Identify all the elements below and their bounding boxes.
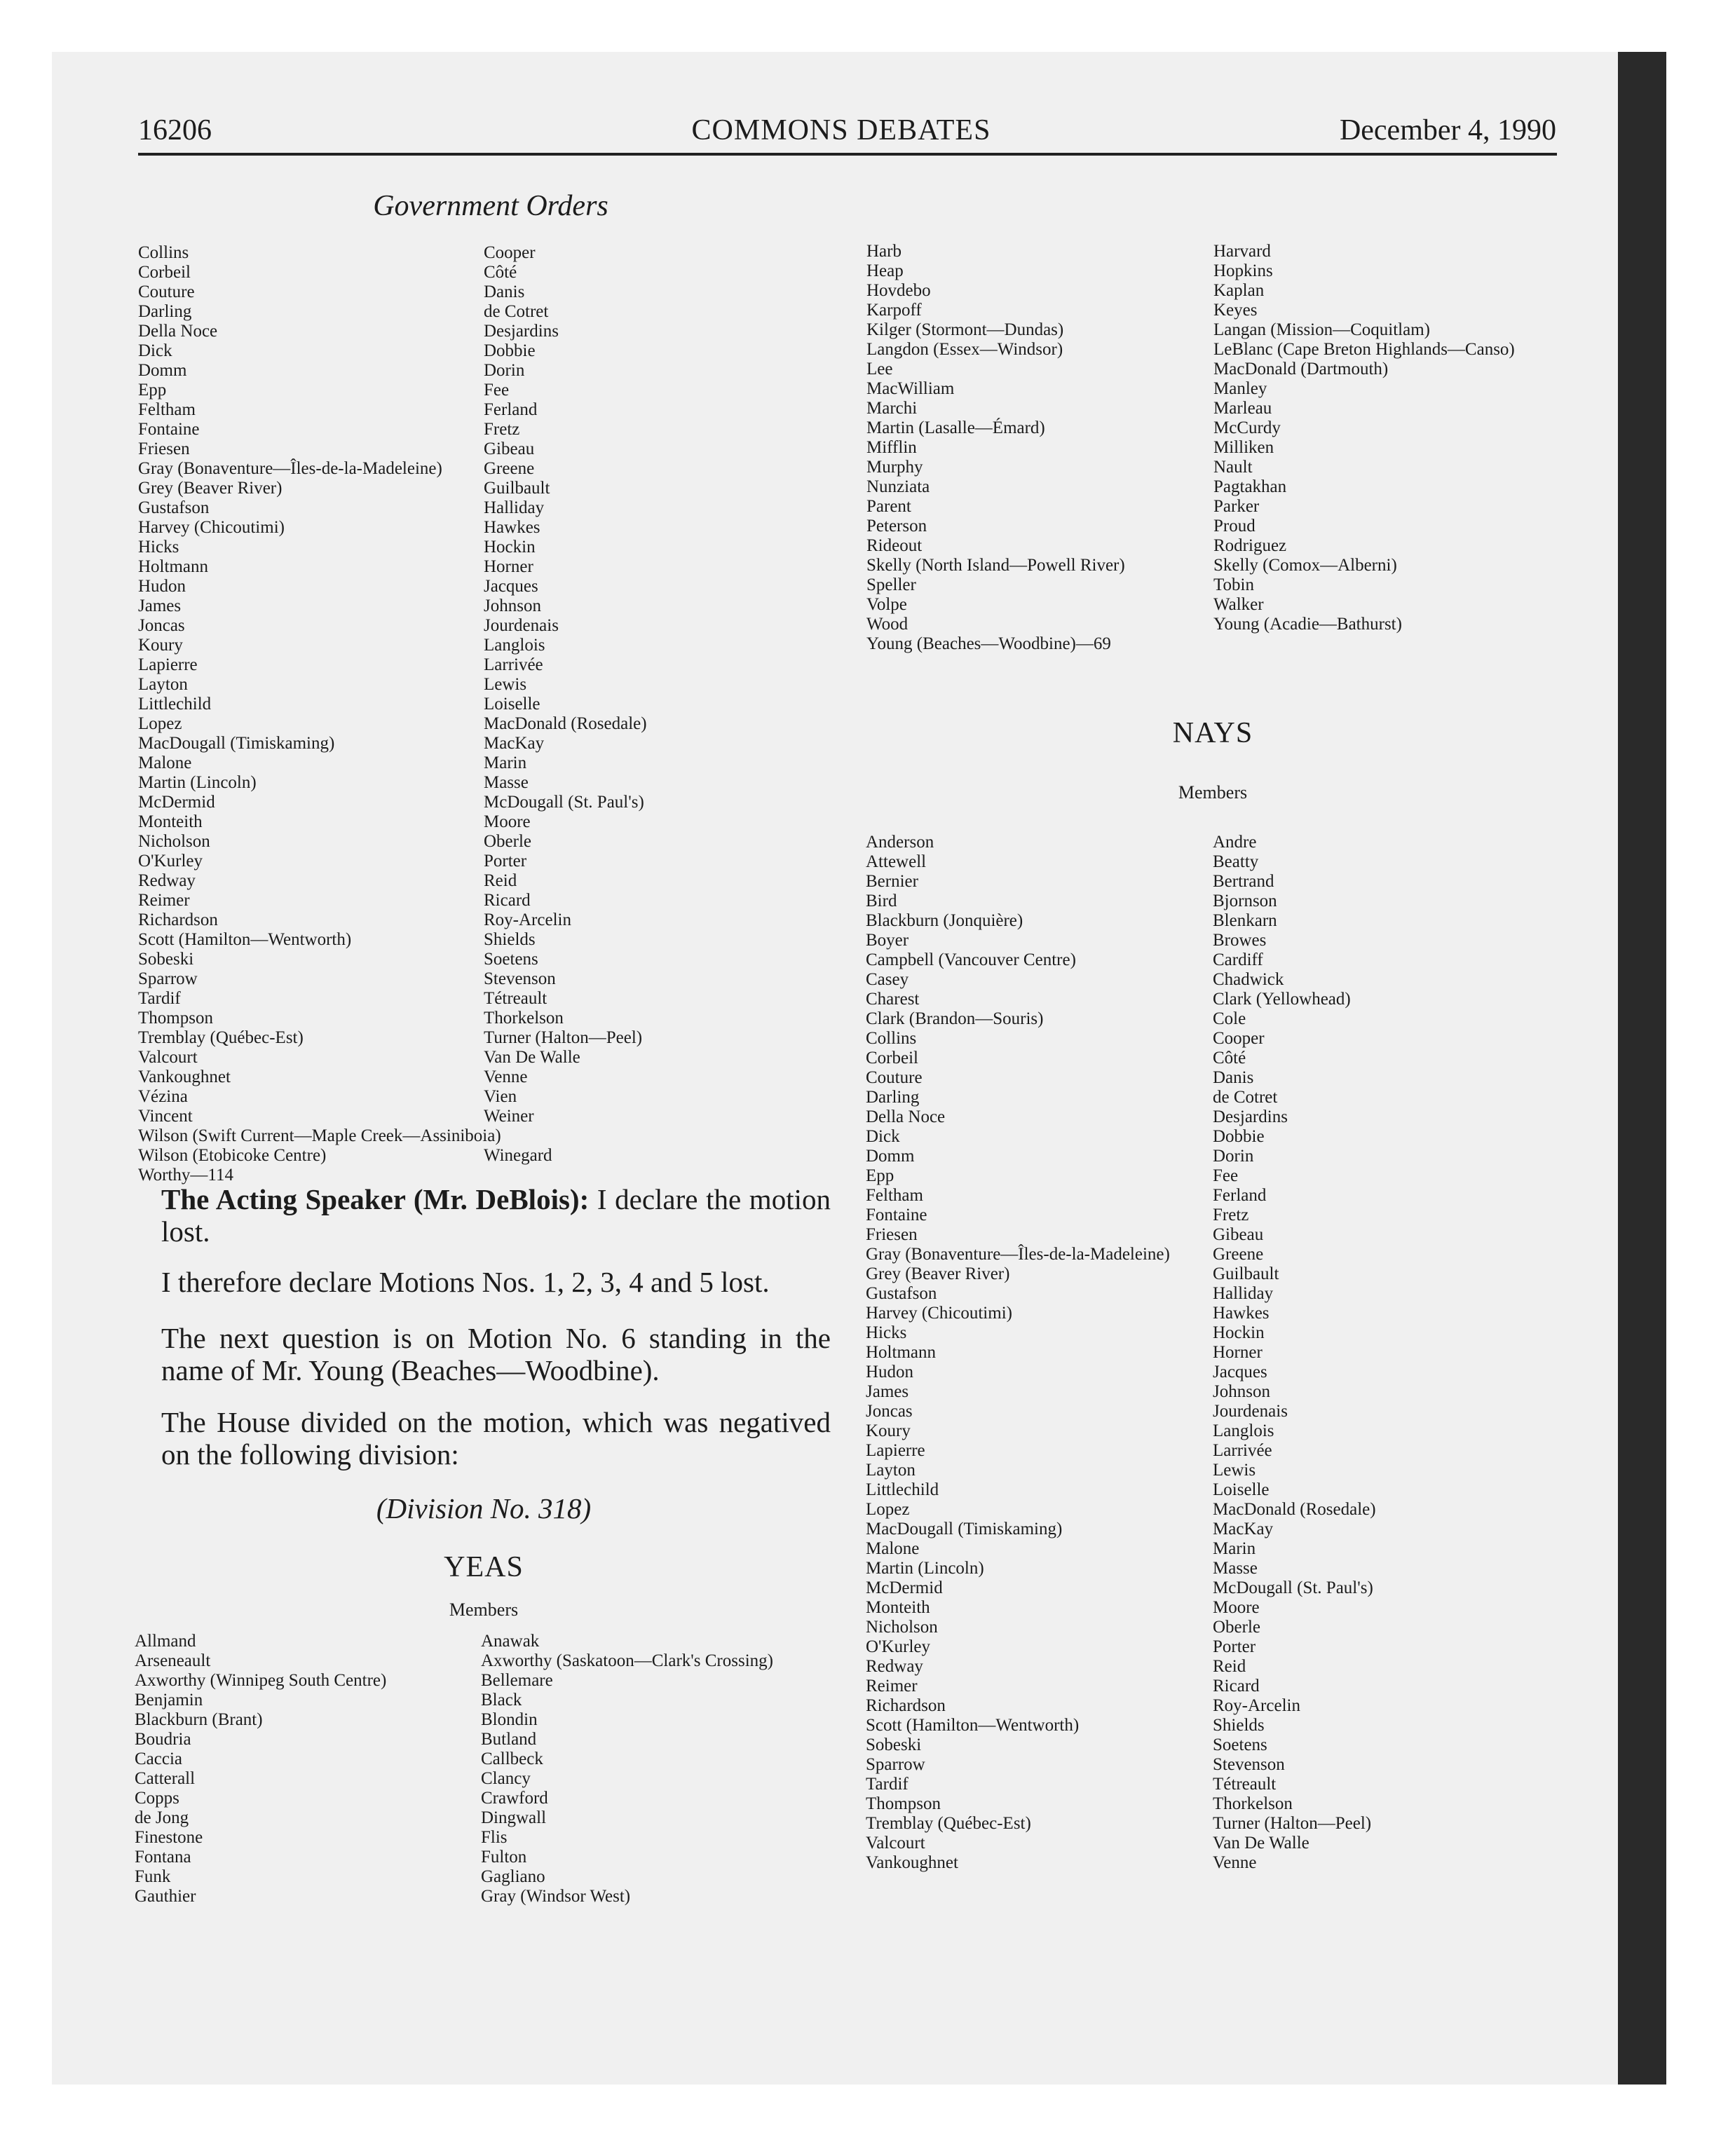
member-name: Hawkes — [1213, 1304, 1270, 1323]
member-name: Fretz — [484, 420, 520, 439]
member-name: Holtmann — [866, 1343, 936, 1362]
member-name: Domm — [138, 361, 187, 380]
member-name: Jacques — [484, 577, 538, 596]
member-name — [484, 1126, 647, 1146]
member-name: James — [138, 596, 182, 615]
member-name: Harb — [866, 242, 901, 261]
member-name: Thorkelson — [1213, 1794, 1293, 1813]
member-name: Cooper — [484, 243, 536, 262]
member-name: Harvard — [1213, 242, 1271, 261]
member-name: Sobeski — [866, 1735, 922, 1754]
member-name: Horner — [484, 557, 533, 576]
member-name: Della Noce — [866, 1107, 946, 1126]
member-name: Axworthy (Winnipeg South Centre) — [135, 1671, 387, 1690]
member-name: Milliken — [1213, 438, 1274, 457]
member-name: Feltham — [138, 400, 196, 419]
member-name: Cole — [1213, 1009, 1246, 1028]
member-name: Casey — [866, 970, 909, 989]
member-name: Kaplan — [1213, 281, 1265, 300]
nays-column-1 — [866, 833, 1170, 1873]
member-name: Anderson — [866, 833, 934, 852]
nays-heading: NAYS — [1172, 717, 1253, 749]
member-name: Cooper — [1213, 1029, 1265, 1048]
member-name: Greene — [484, 459, 535, 478]
member-name: Porter — [1213, 1637, 1256, 1656]
member-name: Sparrow — [866, 1755, 925, 1774]
member-name: Wood — [866, 615, 909, 634]
member-name: Bellemare — [481, 1671, 553, 1690]
yeas-column-4 — [1213, 242, 1515, 634]
member-name: Callbeck — [481, 1749, 543, 1768]
member-name: Mifflin — [866, 438, 917, 457]
member-name: Langlois — [1213, 1421, 1274, 1440]
member-name: Lopez — [138, 714, 182, 733]
publication-date: December 4, 1990 — [1339, 114, 1556, 146]
member-name: Jacques — [1213, 1363, 1267, 1381]
member-name: Gagliano — [481, 1867, 545, 1886]
member-name: Allmand — [135, 1632, 196, 1651]
member-name: Porter — [484, 852, 527, 871]
member-name: Hicks — [138, 538, 179, 557]
member-name: Monteith — [866, 1598, 930, 1617]
member-name: Funk — [135, 1867, 171, 1886]
member-name: Young (Beaches—Woodbine)—69 — [866, 634, 1111, 653]
member-name: Hopkins — [1213, 261, 1273, 280]
member-name: Littlechild — [866, 1480, 939, 1499]
speaker-ruling: I declare the motion lost. — [161, 1183, 831, 1248]
member-name: Martin (Lincoln) — [138, 773, 257, 792]
next-question-paragraph — [161, 1322, 831, 1386]
member-name: Lewis — [1213, 1461, 1256, 1480]
member-name: Browes — [1213, 931, 1267, 950]
member-name: Couture — [866, 1068, 923, 1087]
member-name: Ferland — [484, 400, 538, 419]
member-name: Gray (Bonaventure—Îles-de-la-Madeleine) — [138, 459, 442, 478]
member-name: Clark (Yellowhead) — [1213, 990, 1351, 1009]
member-name: Danis — [1213, 1068, 1254, 1087]
member-name: Clark (Brandon—Souris) — [866, 1009, 1044, 1028]
member-name: Chadwick — [1213, 970, 1284, 989]
member-name: Walker — [1213, 595, 1264, 614]
member-name: Butland — [481, 1730, 537, 1749]
member-name: Heap — [866, 261, 904, 280]
member-name: Côté — [1213, 1049, 1246, 1067]
member-name: Parent — [866, 497, 911, 516]
yeas-column-1 — [135, 1632, 386, 1906]
member-name: de Jong — [135, 1808, 189, 1827]
member-name: O'Kurley — [866, 1637, 930, 1656]
member-name: de Cotret — [484, 302, 549, 321]
member-name: O'Kurley — [138, 852, 203, 871]
member-name: Corbeil — [138, 263, 191, 282]
scan-edge — [1618, 52, 1666, 2085]
member-name: Manley — [1213, 379, 1267, 398]
member-name: Soetens — [484, 950, 538, 969]
motions-lost-paragraph — [161, 1266, 831, 1298]
member-name: Tremblay (Québec-Est) — [866, 1814, 1031, 1833]
member-name: Grey (Beaver River) — [866, 1264, 1010, 1283]
member-name: MacDonald (Rosedale) — [1213, 1500, 1376, 1519]
member-name: Dick — [866, 1127, 900, 1146]
member-name: Fee — [484, 381, 510, 400]
member-name: Vien — [484, 1087, 517, 1106]
member-name: Anawak — [481, 1632, 540, 1651]
member-name: Tétreault — [1213, 1775, 1277, 1794]
member-name: Finestone — [135, 1828, 203, 1847]
member-name: Marin — [484, 753, 527, 772]
member-name: Venne — [484, 1067, 528, 1086]
member-name: Gustafson — [138, 498, 210, 517]
member-name: MacDonald (Dartmouth) — [1213, 360, 1389, 378]
member-name: Epp — [138, 381, 167, 400]
member-name: Loiselle — [1213, 1480, 1270, 1499]
member-name: Joncas — [866, 1402, 913, 1421]
member-name: Malone — [138, 753, 192, 772]
member-name: Lapierre — [866, 1441, 925, 1460]
member-name: Fee — [1213, 1166, 1239, 1185]
member-name: Reid — [1213, 1657, 1246, 1676]
member-name: Sobeski — [138, 950, 194, 969]
member-name: Vézina — [138, 1087, 188, 1106]
header-rule — [138, 153, 1557, 156]
journal-title: COMMONS DEBATES — [691, 114, 991, 146]
member-name: Koury — [866, 1421, 911, 1440]
member-name: Johnson — [1213, 1382, 1270, 1401]
member-name: Tobin — [1213, 575, 1254, 594]
member-name: Corbeil — [866, 1049, 918, 1067]
member-name: Masse — [1213, 1559, 1258, 1578]
member-name: Arseneault — [135, 1651, 211, 1670]
member-name: Nault — [1213, 458, 1253, 477]
member-name: Loiselle — [484, 695, 540, 714]
member-name: James — [866, 1382, 909, 1401]
member-name: Attewell — [866, 852, 927, 871]
member-name: Ricard — [484, 891, 531, 910]
member-name: Blondin — [481, 1710, 538, 1729]
member-name: Fontaine — [866, 1206, 927, 1224]
member-name: MacWilliam — [866, 379, 955, 398]
member-name: Oberle — [484, 832, 532, 851]
member-name: Benjamin — [135, 1691, 203, 1710]
member-name: Richardson — [138, 910, 218, 929]
member-name: Dobbie — [484, 341, 536, 360]
member-name: McDermid — [138, 793, 215, 812]
member-name: Koury — [138, 636, 183, 655]
member-name: Boyer — [866, 931, 909, 950]
member-name: Tardif — [866, 1775, 909, 1794]
member-name: Thompson — [138, 1009, 213, 1028]
member-name: Wilson (Etobicoke Centre) — [138, 1146, 327, 1165]
member-name: Richardson — [866, 1696, 946, 1715]
member-name: McDougall (St. Paul's) — [484, 793, 644, 812]
member-name: Redway — [866, 1657, 923, 1676]
member-name: Nunziata — [866, 477, 930, 496]
member-name: Epp — [866, 1166, 894, 1185]
member-name: Feltham — [866, 1186, 923, 1205]
member-name: Winegard — [484, 1146, 552, 1165]
member-name: Black — [481, 1691, 522, 1710]
member-name: Andre — [1213, 833, 1257, 852]
member-name: Tardif — [138, 989, 181, 1008]
member-name: Thompson — [866, 1794, 941, 1813]
member-name: Joncas — [138, 616, 185, 635]
member-name: Gray (Bonaventure—Îles-de-la-Madeleine) — [866, 1245, 1170, 1264]
member-name: Skelly (North Island—Powell River) — [866, 556, 1125, 575]
member-name: Danis — [484, 282, 525, 301]
member-name: Harvey (Chicoutimi) — [866, 1304, 1012, 1323]
page-number: 16206 — [138, 114, 212, 146]
yeas-members-label: Members — [449, 1599, 519, 1620]
member-name: Copps — [135, 1789, 179, 1808]
member-name: Keyes — [1213, 301, 1258, 320]
next-question-text: The next question is on Motion No. 6 standing in the name of Mr. Young (Beaches—Woodbine). — [161, 1322, 831, 1386]
member-name: Masse — [484, 773, 529, 792]
member-name: Dorin — [1213, 1147, 1254, 1166]
member-name: Bird — [866, 892, 897, 910]
member-name: Flis — [481, 1828, 508, 1847]
member-name: Nicholson — [866, 1618, 938, 1637]
member-name: Proud — [1213, 517, 1256, 535]
member-name: Scott (Hamilton—Wentworth) — [866, 1716, 1080, 1735]
member-name: Lapierre — [138, 655, 198, 674]
member-name: Harvey (Chicoutimi) — [138, 518, 285, 537]
member-name: Littlechild — [138, 695, 212, 714]
member-name: Domm — [866, 1147, 915, 1166]
member-name: Peterson — [866, 517, 927, 535]
member-name: Blenkarn — [1213, 911, 1277, 930]
member-name: Langlois — [484, 636, 545, 655]
member-name: Blackburn (Brant) — [135, 1710, 263, 1729]
member-name: Shields — [1213, 1716, 1265, 1735]
member-name: McDougall (St. Paul's) — [1213, 1578, 1373, 1597]
member-name: Hudon — [866, 1363, 914, 1381]
member-name: Volpe — [866, 595, 907, 614]
member-name: Charest — [866, 990, 920, 1009]
member-name: Holtmann — [138, 557, 208, 576]
member-name: Collins — [138, 243, 189, 262]
member-name: Oberle — [1213, 1618, 1261, 1637]
member-name: Darling — [866, 1088, 920, 1107]
member-name: Martin (Lasalle—Émard) — [866, 418, 1045, 437]
nays-column-2 — [1213, 833, 1376, 1873]
member-name: Redway — [138, 871, 196, 890]
member-name: MacDonald (Rosedale) — [484, 714, 647, 733]
member-name: Rideout — [866, 536, 923, 555]
member-name: Vankoughnet — [138, 1067, 231, 1086]
member-name: Young (Acadie—Bathurst) — [1213, 615, 1402, 634]
member-name: Weiner — [484, 1107, 534, 1126]
member-name: Gibeau — [484, 439, 535, 458]
member-name: McDermid — [866, 1578, 943, 1597]
member-name: Fontaine — [138, 420, 200, 439]
member-name: Stevenson — [484, 969, 556, 988]
member-name: Lewis — [484, 675, 527, 694]
member-name: Halliday — [484, 498, 545, 517]
member-name: Larrivée — [1213, 1441, 1272, 1460]
member-name: Van De Walle — [484, 1048, 580, 1067]
member-name: Worthy—114 — [138, 1166, 233, 1185]
member-name: LeBlanc (Cape Breton Highlands—Canso) — [1213, 340, 1515, 359]
member-name: Bertrand — [1213, 872, 1274, 891]
member-name: Roy-Arcelin — [1213, 1696, 1300, 1715]
member-name: Reimer — [138, 891, 190, 910]
member-name: Van De Walle — [1213, 1834, 1309, 1853]
member-name: Halliday — [1213, 1284, 1274, 1303]
member-name: Guilbault — [1213, 1264, 1279, 1283]
member-name: Fulton — [481, 1848, 527, 1867]
member-name: Gibeau — [1213, 1225, 1264, 1244]
member-name: Guilbault — [484, 479, 550, 498]
member-name: MacKay — [484, 734, 545, 753]
member-name: Gray (Windsor West) — [481, 1887, 631, 1906]
member-name: Grey (Beaver River) — [138, 479, 283, 498]
member-name: Bernier — [866, 872, 918, 891]
member-name: Pagtakhan — [1213, 477, 1287, 496]
member-name: Thorkelson — [484, 1009, 564, 1028]
section-heading: Government Orders — [373, 190, 608, 222]
house-divided-paragraph — [161, 1406, 831, 1471]
member-name: Skelly (Comox—Alberni) — [1213, 556, 1397, 575]
member-name: Crawford — [481, 1789, 548, 1808]
member-name: Bjornson — [1213, 892, 1277, 910]
member-name: Tétreault — [484, 989, 547, 1008]
member-name: MacKay — [1213, 1520, 1274, 1538]
member-name: Desjardins — [1213, 1107, 1288, 1126]
speaker-name: The Acting Speaker (Mr. DeBlois): — [161, 1183, 590, 1215]
member-name: Blackburn (Jonquière) — [866, 911, 1023, 930]
member-name: Reid — [484, 871, 517, 890]
motions-lost-text: I therefore declare Motions Nos. 1, 2, 3, 4 and 5 lost. — [161, 1266, 770, 1298]
member-name: Langdon (Essex—Windsor) — [866, 340, 1063, 359]
member-name: Jourdenais — [484, 616, 559, 635]
member-name: Vankoughnet — [866, 1853, 958, 1872]
member-name: Hovdebo — [866, 281, 931, 300]
member-name: Marin — [1213, 1539, 1256, 1558]
member-name: Nicholson — [138, 832, 210, 851]
member-name: Moore — [1213, 1598, 1260, 1617]
yeas-heading: YEAS — [444, 1551, 524, 1583]
member-name: MacDougall (Timiskaming) — [866, 1520, 1063, 1538]
member-name: Catterall — [135, 1769, 196, 1788]
first-list-column-1 — [138, 243, 501, 1185]
house-divided-text: The House divided on the motion, which was negatived on the following division: — [161, 1406, 831, 1471]
member-name: Beatty — [1213, 852, 1259, 871]
member-name: Stevenson — [1213, 1755, 1285, 1774]
member-name: Ricard — [1213, 1677, 1260, 1696]
member-name: Parker — [1213, 497, 1260, 516]
speaker-statement — [161, 1183, 831, 1248]
member-name: Vincent — [138, 1107, 193, 1126]
member-name: Horner — [1213, 1343, 1263, 1362]
member-name: Jourdenais — [1213, 1402, 1288, 1421]
member-name: Marchi — [866, 399, 918, 418]
member-name: MacDougall (Timiskaming) — [138, 734, 335, 753]
member-name: Murphy — [866, 458, 923, 477]
member-name: Friesen — [138, 439, 190, 458]
member-name: Kilger (Stormont—Dundas) — [866, 320, 1064, 339]
member-name: Marleau — [1213, 399, 1272, 418]
member-name: Dorin — [484, 361, 525, 380]
member-name: Malone — [866, 1539, 920, 1558]
member-name: Fretz — [1213, 1206, 1249, 1224]
first-list-column-2 — [484, 243, 647, 1166]
member-name: Larrivée — [484, 655, 543, 674]
member-name: Rodriguez — [1213, 536, 1287, 555]
member-name: Boudria — [135, 1730, 191, 1749]
member-name: Gauthier — [135, 1887, 196, 1906]
member-name: Venne — [1213, 1853, 1257, 1872]
member-name: Hicks — [866, 1323, 907, 1342]
member-name: Sparrow — [138, 969, 198, 988]
member-name: Friesen — [866, 1225, 918, 1244]
member-name: Campbell (Vancouver Centre) — [866, 950, 1076, 969]
member-name: Scott (Hamilton—Wentworth) — [138, 930, 352, 949]
member-name: Greene — [1213, 1245, 1264, 1264]
member-name: Layton — [138, 675, 188, 694]
member-name: Gustafson — [866, 1284, 937, 1303]
member-name: Dingwall — [481, 1808, 547, 1827]
member-name: Speller — [866, 575, 916, 594]
member-name: Dobbie — [1213, 1127, 1265, 1146]
member-name: Johnson — [484, 596, 541, 615]
division-number: (Division No. 318) — [376, 1492, 592, 1524]
member-name: Hockin — [1213, 1323, 1265, 1342]
member-name: Dick — [138, 341, 172, 360]
member-name: Turner (Halton—Peel) — [1213, 1814, 1372, 1833]
member-name: de Cotret — [1213, 1088, 1278, 1107]
member-name: Tremblay (Québec-Est) — [138, 1028, 304, 1047]
member-name: Collins — [866, 1029, 917, 1048]
member-name: Valcourt — [138, 1048, 198, 1067]
member-name: Wilson (Swift Current—Maple Creek—Assiniboia) — [138, 1126, 501, 1145]
member-name: Fontana — [135, 1848, 191, 1867]
member-name: Darling — [138, 302, 192, 321]
member-name: Soetens — [1213, 1735, 1267, 1754]
member-name: Valcourt — [866, 1834, 925, 1853]
yeas-column-3 — [866, 242, 1125, 654]
member-name: Roy-Arcelin — [484, 910, 571, 929]
member-name: Turner (Halton—Peel) — [484, 1028, 643, 1047]
member-name: Moore — [484, 812, 531, 831]
member-name: Hudon — [138, 577, 186, 596]
member-name: Monteith — [138, 812, 203, 831]
member-name: Lopez — [866, 1500, 910, 1519]
member-name: Hawkes — [484, 518, 540, 537]
member-name: Desjardins — [484, 322, 559, 341]
member-name: Langan (Mission—Coquitlam) — [1213, 320, 1430, 339]
member-name: McCurdy — [1213, 418, 1281, 437]
member-name: Couture — [138, 282, 195, 301]
member-name: Karpoff — [866, 301, 922, 320]
member-name: Ferland — [1213, 1186, 1267, 1205]
member-name: Shields — [484, 930, 536, 949]
member-name: Côté — [484, 263, 517, 282]
member-name: Clancy — [481, 1769, 531, 1788]
nays-members-label: Members — [1178, 782, 1248, 803]
yeas-column-2 — [481, 1632, 773, 1906]
member-name: Della Noce — [138, 322, 218, 341]
member-name: Axworthy (Saskatoon—Clark's Crossing) — [481, 1651, 773, 1670]
member-name: Caccia — [135, 1749, 183, 1768]
member-name: Cardiff — [1213, 950, 1263, 969]
member-name: Lee — [866, 360, 893, 378]
member-name: Hockin — [484, 538, 536, 557]
member-name: Martin (Lincoln) — [866, 1559, 984, 1578]
member-name: Layton — [866, 1461, 916, 1480]
member-name: Reimer — [866, 1677, 918, 1696]
